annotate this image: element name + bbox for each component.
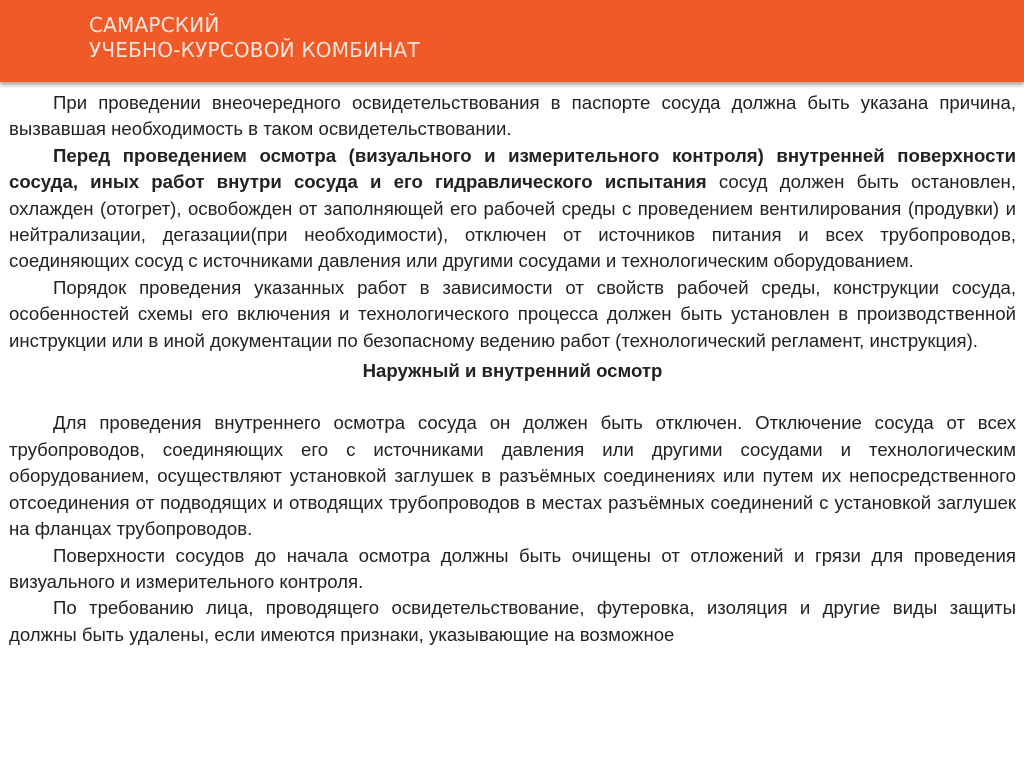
company-logo [89,13,420,63]
paragraph-6: По требованию лица, проводящего освидетельствование, футеровка, изоляция и другие виды защиты должны быть удалены, если имеются признаки, указывающие на возможное [9,597,1016,645]
logo-line-1: САМАРСКИЙ [89,13,220,37]
logo-line-2: УЧЕБНО-КУРСОВОЙ КОМБИНАТ [89,38,420,62]
section-heading: Наружный и внутренний осмотр [362,360,663,382]
paragraph-3: Порядок проведения указанных работ в зависимости от свойств рабочей среды, конструкции сосуда, особенностей схемы его включения и технологического процесса должен быть установлен в производственной инструкции или в иной документации по безопасному ведению работ (технологический регламент, инструкция). [9,276,1016,351]
paragraph-4: Для проведения внутреннего осмотра сосуда он должен быть отключен. Отключение сосуда от всех трубопроводов, соединяющих его с источниками давления или другими сосудами и технологическим оборудованием, осуществляют установкой заглушек в разъёмных соединениях или путем их непосредственного отсоединения от подводящих и отводящих трубопроводов в местах разъёмных соединений с установкой заглушек на фланцах трубопроводов. [9,412,1016,540]
paragraph-5: Поверхности сосудов до начала осмотра должны быть очищены от отложений и грязи для проведения визуального и измерительного контроля. [9,544,1016,592]
paragraph-2 [9,143,1016,275]
header-banner [0,0,1024,82]
paragraph-1: При проведении внеочередного освидетельствования в паспорте сосуда должна быть указана причина, вызвавшая необходимость в таком освидетельствовании. [9,92,1016,140]
paragraph-2-bold: Перед проведением осмотра (визуального и измерительного контроля) внутренней поверхности сосуда, иных работ внутри сосуда и его гидравлического испытания [9,144,1016,193]
slide-body [9,90,1016,648]
paragraph-2-text: сосуд должен быть остановлен, охлажден (отогрет), освобожден от заполняющей его рабочей среды с проведением вентилирования (продувки) и нейтрализации, дегазации(при необходимости), отключен от источников питания и всех трубопроводов, соединяющих сосуд с источниками давления или другими сосудами и технологическим оборудованием. [9,171,1016,272]
